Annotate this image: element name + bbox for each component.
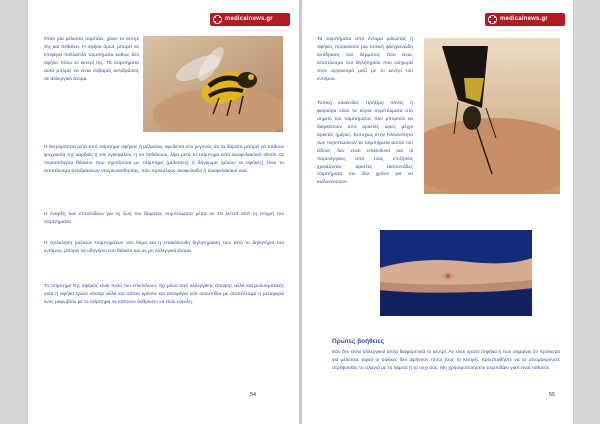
stinger-illustration [424, 38, 560, 194]
logo-text: medicalnews.gr [500, 16, 548, 22]
left-page [28, 0, 299, 424]
medical-cross-icon [213, 15, 222, 24]
first-aid-heading: Πρώτες βοήθειες [332, 338, 384, 345]
medical-cross-icon [488, 15, 497, 24]
paragraph-2: Η έναρξη των επεισοδίων για τη ζωή του θύματος συμπτώματα μέσα σε 10 λεπτά από τη στιγμή του τσιμπήματος. [44, 212, 284, 225]
page-number-right: 55 [549, 392, 556, 398]
arm-sting-photo [380, 230, 532, 316]
paragraph-2: Τοπική κοκκινίλα, πρήξιμο πόνος ή φαγούρα είναι τα κύρια συμπτώματα στο σημείο του τσιμπήματος που μπορούν να διαρκέσουν από αρκετές ώρες μέχρι αρκετές ημέρες. Ευτυχώς στην πλειονότητα των περιπτώσεων τα τσιμπήματα αυτού του είδους δεν είναι επικίνδυνα και οι παρενέργειες από τους επιζήσεις χρειάζονται αρκετές εκατοντάδες τσιμπήματα τον ίδιο χρόνο για να κινδυνεύσουν. [317, 101, 413, 186]
wasp-sting-photo [143, 36, 283, 132]
page-number-left: 54 [250, 392, 257, 398]
brand-logo [485, 13, 565, 26]
arm-illustration [380, 230, 532, 316]
right-page [301, 0, 573, 424]
paragraph-3: Η πρόκληση μαζικών τσιμπημάτων στο θύμα και η επακόλουθη δηλητηρίαση του, από το δηλητήριο του εντόμου, μπορεί να οδηγήσει στο θάνατο και σε μη αλλεργικά άτομα. [44, 241, 284, 254]
paragraph-4: Το τσίμπημα της σφήκας είναι πολύ πιο επικίνδυνο, όχι μόνο από αλλεργικής άποψης αλλά και μολυσματικής γιατί η σφήκα τρώει νέκταρ αλλά και σάπια κρέατα και αποφάγια στα σκουπίδια με αποτέλεσμα η μεταφορά ενός μικροβίου με το τσίμπημα σε κάποιον άνθρωπο να είναι εύκολη. [44, 284, 284, 305]
paragraph-1: Η θνησιμότητα μετά από τσίμπημα σφήκας ή μέλισσας οφείλεται στο γεγονός ότι τα θύματα μπορεί να πάθουν ψυχρασία της καρδιάς ή του εγκεφάλου, η να πεθάνουν, λίγα μετά το τσίμπημα από αναφυλακτικό shock. Οι περισσότεροι θάνατοι που σχετίζονται με τσίμπημα (μέλισσες) ή δάγκωμα (μόνον οι σφήκες) είναι το αποτέλεσμα αντιδράσεων υπερευαισθησίας, που προκαλούν αναφυλαξία ή αναφυλακτικό σοκ. [44, 145, 284, 174]
brand-logo [210, 13, 290, 26]
wasp-illustration [143, 36, 283, 132]
paragraph-1: Τα τσιμπήματα από έντομα μιλώντας ή σφήκες προκαλούν μια τοπική φλεγμονώδη αντίδραση του δέρματος που είναι, αποτέλεσμα του δηλητηρίου που εισχωρεί στον οργανισμό μαζί με το κεντρί του εντόμου. [317, 37, 413, 82]
sting-closeup-photo [424, 38, 560, 194]
intro-paragraph: Όταν μία μέλισσα τσιμπάει, χάνει το κεντρί της και πεθαίνει. Η σφήκα όμως μπορεί να επιφέρει πολλαπλά τσιμπήματα καθώς δεν αφήνει πίσω το κεντρί της. Τα τσιμπήματα αυτά μπορεί να είναι σοβαρές αντιδράσεις σε αλλεργικά άτομα. [44, 37, 139, 82]
first-aid-text: Εάν δεν είστε αλλεργικοί απλά διαφορετικά το κεντρί. Αν είναι ορατό (σφήκα ή που σημαίνει ότι πρόκειται για μέλισσα, αφού οι σφήκες δεν αφήνουν πίσω τους το κεντρί), προσπαθήστε να το απομακρύνετε στρέψοντάς το πλαγιά με τη λάμπα ή το νύχι σας. Μη χρησιμοποιήσετε τσιμπιδάκι γιατί είναι πιθανόν [332, 350, 560, 371]
logo-text: medicalnews.gr [225, 16, 273, 22]
